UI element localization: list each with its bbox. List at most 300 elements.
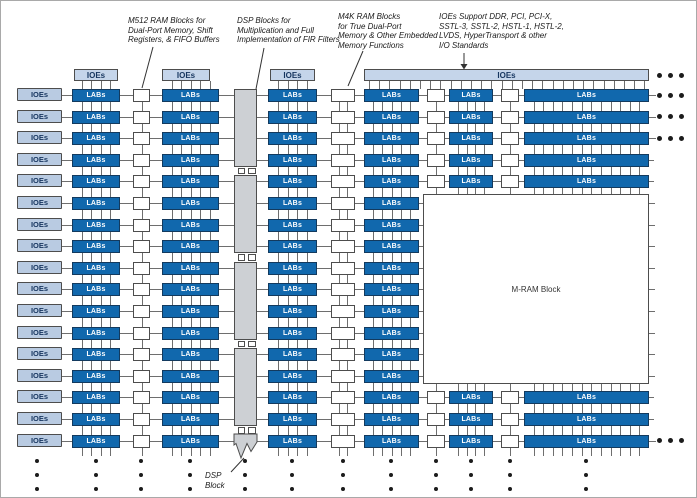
m512-ram-block [133,262,150,275]
column-stub-line [534,145,535,154]
lab-block: LABs [449,435,493,448]
column-stub-line [191,253,192,262]
column-stub-line [307,102,308,111]
column-stub-line [288,81,289,89]
row-connector-line [649,397,654,398]
column-stub-line [339,340,340,349]
column-stub-line [172,383,173,392]
dsp-connector [248,168,256,175]
ellipsis-dots [668,73,673,78]
lab-block: LABs [268,154,317,167]
ioe-block: IOEs [17,174,62,187]
column-stub-line [467,102,468,111]
column-stub-line [630,145,631,154]
m512-ram-block [133,413,150,426]
column-stub-line [611,167,612,176]
column-stub-line [91,232,92,241]
annotation-line: I/O Standards [439,40,489,50]
column-stub-line [172,232,173,241]
column-stub-line [142,296,143,305]
ellipsis-dots [94,459,98,463]
row-connector-line [120,354,133,355]
column-stub-line [392,340,393,349]
column-stub-line [639,145,640,154]
m4k-ram-block [331,240,355,253]
column-stub-line [191,404,192,413]
column-stub-line [458,384,459,391]
column-stub-line [200,102,201,111]
column-stub-line [601,384,602,391]
row-connector-line [257,138,268,139]
column-stub-line [181,404,182,413]
row-connector-line [120,225,133,226]
column-stub-line [401,102,402,111]
column-stub-line [210,275,211,284]
column-stub-line [373,404,374,413]
lab-block: LABs [268,89,317,102]
ellipsis-dots [341,459,345,463]
column-stub-line [467,404,468,413]
column-stub-line [110,426,111,435]
column-stub-line [572,167,573,176]
row-connector-line [257,333,268,334]
column-stub-line [110,188,111,197]
column-stub-line [458,426,459,435]
column-stub-line [373,426,374,435]
column-stub-line [475,384,476,391]
column-stub-line [142,145,143,154]
column-stub-line [639,102,640,111]
column-stub-line [82,145,83,154]
column-stub-line [410,210,411,219]
column-stub-line [181,253,182,262]
ellipsis-dots [188,487,192,491]
column-stub-line [436,448,437,456]
row-connector-line [120,289,133,290]
ellipsis-dots [657,136,662,141]
row-connector-line [150,181,162,182]
m512-ram-block [133,240,150,253]
column-stub-line [307,383,308,392]
column-stub-line [401,318,402,327]
m4k-ram-block [331,327,355,340]
row-connector-line [120,441,133,442]
row-connector-line [150,441,162,442]
column-stub-line [91,102,92,111]
column-stub-line [410,383,411,392]
lab-block: LABs [72,413,120,426]
column-stub-line [110,81,111,89]
column-stub-line [210,145,211,154]
column-stub-line [382,253,383,262]
column-stub-line [181,124,182,133]
column-stub-line [553,167,554,176]
m512-ram-block [133,435,150,448]
row-connector-line [120,311,133,312]
column-stub-line [110,145,111,154]
column-stub-line [200,124,201,133]
row-connector-line [355,138,364,139]
column-stub-line [101,232,102,241]
column-stub-line [392,167,393,176]
column-stub-line [200,448,201,456]
column-stub-line [181,102,182,111]
ellipsis-dots [657,73,662,78]
ellipsis-dots [94,487,98,491]
column-stub-line [297,448,298,456]
row-connector-line [419,181,427,182]
column-stub-line [543,384,544,391]
row-connector-line [649,181,654,182]
column-stub-line [101,210,102,219]
column-stub-line [142,318,143,327]
annotation-dsp-top [237,16,340,45]
row-connector-line [62,289,72,290]
column-stub-line [91,448,92,456]
column-stub-line [601,102,602,111]
row-connector-line [317,333,331,334]
column-stub-line [288,102,289,111]
column-stub-line [210,361,211,370]
column-stub-line [339,448,340,456]
column-stub-line [210,102,211,111]
column-stub-line [278,426,279,435]
row-connector-line [355,354,364,355]
lab-block: LABs [524,111,649,124]
row-connector-line [355,225,364,226]
lab-block: LABs [162,305,219,318]
ellipsis-dots [290,459,294,463]
lab-block: LABs [72,240,120,253]
dsp-column-arrow-icon [234,434,257,458]
row-connector-line [150,311,162,312]
ellipsis-dots [508,487,512,491]
column-stub-line [347,275,348,284]
m512-ram-block [133,111,150,124]
ioe-block: IOEs [17,412,62,425]
ellipsis-dots [243,459,247,463]
row-connector-line [120,376,133,377]
row-connector-line [317,117,331,118]
row-connector-line [257,289,268,290]
column-stub-line [172,253,173,262]
column-stub-line [191,383,192,392]
ellipsis-dots [584,487,588,491]
column-stub-line [475,426,476,435]
column-stub-line [512,81,513,89]
row-connector-line [317,268,331,269]
column-stub-line [591,426,592,435]
column-stub-line [639,404,640,413]
column-stub-line [91,167,92,176]
column-stub-line [172,167,173,176]
lab-block: LABs [449,89,493,102]
ellipsis-dots [657,438,662,443]
column-stub-line [382,404,383,413]
annotation-line: Multiplication and Full [237,25,314,35]
row-connector-line [355,289,364,290]
row-connector-line [257,181,268,182]
column-stub-line [200,340,201,349]
ioe-block: IOEs [17,347,62,360]
column-stub-line [191,81,192,89]
column-stub-line [400,81,401,89]
column-stub-line [82,383,83,392]
column-stub-line [620,384,621,391]
column-stub-line [307,232,308,241]
column-stub-line [307,124,308,133]
lab-block: LABs [449,413,493,426]
row-connector-line [355,246,364,247]
ioe-block: IOEs [17,88,62,101]
column-stub-line [562,404,563,413]
row-connector-line [355,268,364,269]
row-connector-line [150,397,162,398]
column-stub-line [543,167,544,176]
column-stub-line [110,361,111,370]
ioe-top-bar: IOEs [74,69,118,81]
column-stub-line [142,275,143,284]
column-stub-line [347,296,348,305]
column-stub-line [200,167,201,176]
lab-block: LABs [268,327,317,340]
column-stub-line [142,232,143,241]
column-stub-line [484,448,485,456]
annotation-m512 [128,16,220,45]
row-connector-line [257,225,268,226]
column-stub-line [142,167,143,176]
column-stub-line [471,81,472,89]
row-connector-line [120,160,133,161]
lab-block: LABs [162,370,219,383]
column-stub-line [591,124,592,133]
column-stub-line [142,102,143,111]
column-stub-line [91,404,92,413]
row-connector-line [62,138,72,139]
column-stub-line [484,426,485,435]
dsp-connector [238,341,246,348]
row-connector-line [120,333,133,334]
row-connector-line [257,203,268,204]
m4k-ram-block [501,435,519,448]
lab-block: LABs [162,197,219,210]
annotation-line: M512 RAM Blocks for [128,16,206,25]
column-stub-line [172,426,173,435]
lab-block: LABs [72,89,120,102]
ellipsis-dots [508,473,512,477]
column-stub-line [347,124,348,133]
column-stub-line [297,426,298,435]
column-stub-line [91,296,92,305]
column-stub-line [436,145,437,154]
ellipsis-dots [679,93,684,98]
m4k-ram-block [331,435,355,448]
row-connector-line [355,333,364,334]
lab-block: LABs [268,219,317,232]
column-stub-line [562,384,563,391]
m4k-ram-block [331,262,355,275]
column-stub-line [644,81,645,89]
column-stub-line [210,448,211,456]
ellipsis-dots [469,487,473,491]
ioe-block: IOEs [17,326,62,339]
column-stub-line [373,124,374,133]
column-stub-line [307,296,308,305]
row-connector-line [257,268,268,269]
column-stub-line [373,296,374,305]
ellipsis-dots [508,459,512,463]
ellipsis-dots [139,473,143,477]
m4k-ram-block [427,435,445,448]
column-stub-line [639,124,640,133]
column-stub-line [339,124,340,133]
column-stub-line [191,102,192,111]
m4k-ram-block [501,175,519,188]
column-stub-line [82,404,83,413]
column-stub-line [401,404,402,413]
ellipsis-dots [389,473,393,477]
row-connector-line [649,160,654,161]
column-stub-line [172,361,173,370]
lab-block: LABs [72,391,120,404]
row-connector-line [419,397,427,398]
row-connector-line [419,117,427,118]
column-stub-line [601,167,602,176]
column-stub-line [401,124,402,133]
column-stub-line [392,404,393,413]
column-stub-line [410,81,411,89]
row-connector-line [317,138,331,139]
column-stub-line [82,275,83,284]
column-stub-line [110,232,111,241]
lab-block: LABs [449,111,493,124]
m512-ram-block [133,154,150,167]
column-stub-line [410,167,411,176]
column-stub-line [288,253,289,262]
column-stub-line [181,448,182,456]
column-stub-line [502,81,503,89]
ellipsis-dots [35,473,39,477]
column-stub-line [440,81,441,89]
column-stub-line [562,145,563,154]
column-stub-line [307,275,308,284]
row-connector-line [150,289,162,290]
column-stub-line [82,296,83,305]
column-stub-line [200,275,201,284]
column-stub-line [510,384,511,391]
m512-ram-block [133,175,150,188]
column-stub-line [307,426,308,435]
row-connector-line [62,333,72,334]
column-stub-line [278,383,279,392]
column-stub-line [630,448,631,456]
column-stub-line [347,188,348,197]
column-stub-line [82,253,83,262]
column-stub-line [630,167,631,176]
column-stub-line [82,81,83,89]
column-stub-line [510,145,511,154]
m4k-ram-block [331,413,355,426]
lab-block: LABs [268,262,317,275]
ioe-block: IOEs [17,131,62,144]
column-stub-line [210,340,211,349]
column-stub-line [410,124,411,133]
column-stub-line [430,81,431,89]
m4k-ram-block [331,154,355,167]
lab-block: LABs [449,175,493,188]
row-connector-line [317,397,331,398]
row-connector-line [120,419,133,420]
column-stub-line [191,232,192,241]
column-stub-line [467,426,468,435]
row-connector-line [219,376,234,377]
column-stub-line [572,404,573,413]
column-stub-line [297,145,298,154]
lab-block: LABs [364,348,419,361]
column-stub-line [339,275,340,284]
column-stub-line [191,426,192,435]
annotation-line: DSP [205,471,222,480]
column-stub-line [101,361,102,370]
ioe-block: IOEs [17,390,62,403]
lab-block: LABs [72,348,120,361]
row-connector-line [219,138,234,139]
ellipsis-dots [679,114,684,119]
lab-block: LABs [364,370,419,383]
row-connector-line [219,225,234,226]
column-stub-line [382,275,383,284]
lab-block: LABs [72,370,120,383]
column-stub-line [278,253,279,262]
column-stub-line [200,383,201,392]
column-stub-line [475,448,476,456]
column-stub-line [142,383,143,392]
row-connector-line [62,376,72,377]
column-stub-line [181,318,182,327]
ioe-block: IOEs [17,282,62,295]
column-stub-line [510,102,511,111]
column-stub-line [288,167,289,176]
m512-ram-block [133,219,150,232]
mram-tick-line [649,311,655,312]
column-stub-line [392,188,393,197]
column-stub-line [630,124,631,133]
lab-block: LABs [268,370,317,383]
column-stub-line [491,81,492,89]
column-stub-line [210,232,211,241]
column-stub-line [611,124,612,133]
column-stub-line [91,340,92,349]
ellipsis-dots [679,438,684,443]
row-connector-line [219,268,234,269]
m4k-ram-block [331,111,355,124]
row-connector-line [62,354,72,355]
column-stub-line [382,361,383,370]
column-stub-line [534,384,535,391]
row-connector-line [493,181,501,182]
column-stub-line [200,404,201,413]
ellipsis-dots [139,459,143,463]
ioe-block: IOEs [17,239,62,252]
column-stub-line [210,210,211,219]
column-stub-line [620,167,621,176]
column-stub-line [410,145,411,154]
row-connector-line [419,138,427,139]
column-stub-line [91,188,92,197]
lab-block: LABs [162,435,219,448]
column-stub-line [467,384,468,391]
annotation-line: DSP Blocks for [237,16,291,25]
